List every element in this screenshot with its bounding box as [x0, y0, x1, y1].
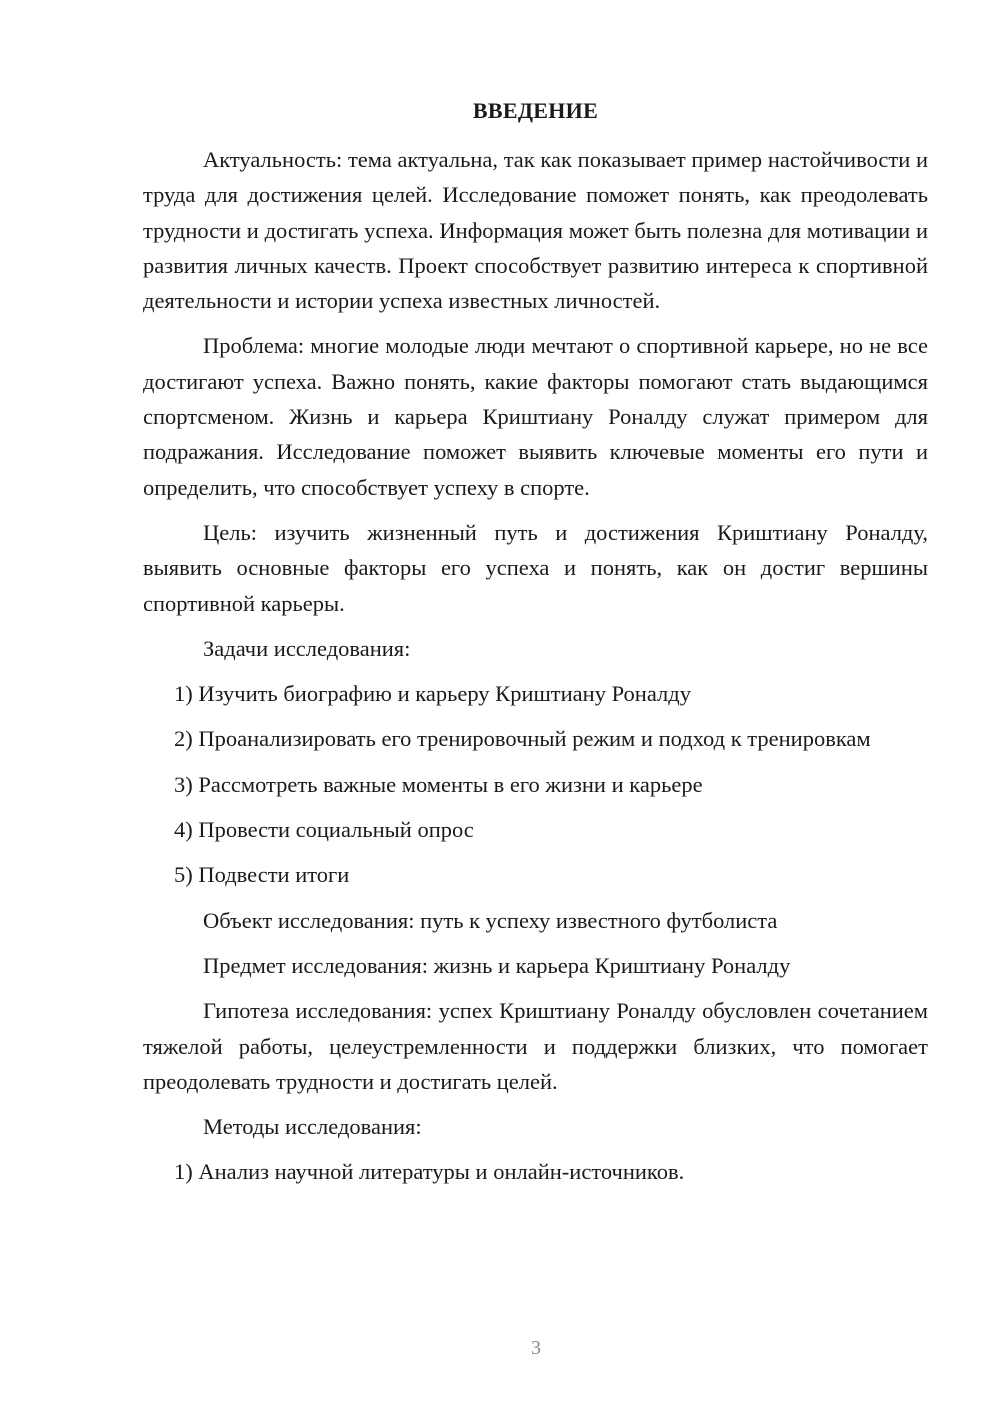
task-item: 3) Рассмотреть важные моменты в его жизни и карьере: [174, 771, 703, 797]
paragraph-relevance: Актуальность: тема актуальна, так как показывает пример настойчивости и труда для достижения целей. Исследование поможет понять, как преодолевать трудности и достигать успеха. Информация может быть полезна для мотивации и развития личных качеств. Проект способствует развитию интереса к спортивной деятельности и истории успеха известных личностей.: [143, 147, 928, 314]
task-item: 1) Изучить биографию и карьеру Криштиану Роналду: [174, 681, 691, 707]
task-item: 2) Проанализировать его тренировочный режим и подход к тренировкам: [174, 726, 871, 752]
paragraph-problem: Проблема: многие молодые люди мечтают о спортивной карьере, но не все достигают успеха. Важно понять, какие факторы помогают стать выдающимся спортсменом. Жизнь и карьера Криштиану Роналду служат примером для подражания. Исследование поможет выявить ключевые моменты его пути и определить, что способствует успеху в спорте.: [143, 333, 928, 500]
tasks-heading: Задачи исследования:: [203, 635, 411, 661]
research-hypothesis: Гипотеза исследования: успех Криштиану Роналду обусловлен сочетанием тяжелой работы, целеустремленности и поддержки близких, что помогает преодолевать трудности и достигать целей.: [143, 998, 928, 1094]
methods-heading: Методы исследования:: [203, 1114, 422, 1140]
task-item: 5) Подвести итоги: [174, 862, 350, 888]
research-object: Объект исследования: путь к успеху известного футболиста: [203, 907, 778, 933]
paragraph-goal: Цель: изучить жизненный путь и достижения Криштиану Роналду, выявить основные факторы его успеха и понять, как он достиг вершины спортивной карьеры.: [143, 519, 928, 616]
document-body: [143, 142, 928, 1200]
task-item: 4) Провести социальный опрос: [174, 817, 474, 843]
page-number: 3: [531, 1337, 541, 1359]
research-subject: Предмет исследования: жизнь и карьера Криштиану Роналду: [203, 952, 791, 978]
method-item: 1) Анализ научной литературы и онлайн-источников.: [174, 1159, 685, 1185]
page-title: ВВЕДЕНИЕ: [472, 98, 599, 123]
